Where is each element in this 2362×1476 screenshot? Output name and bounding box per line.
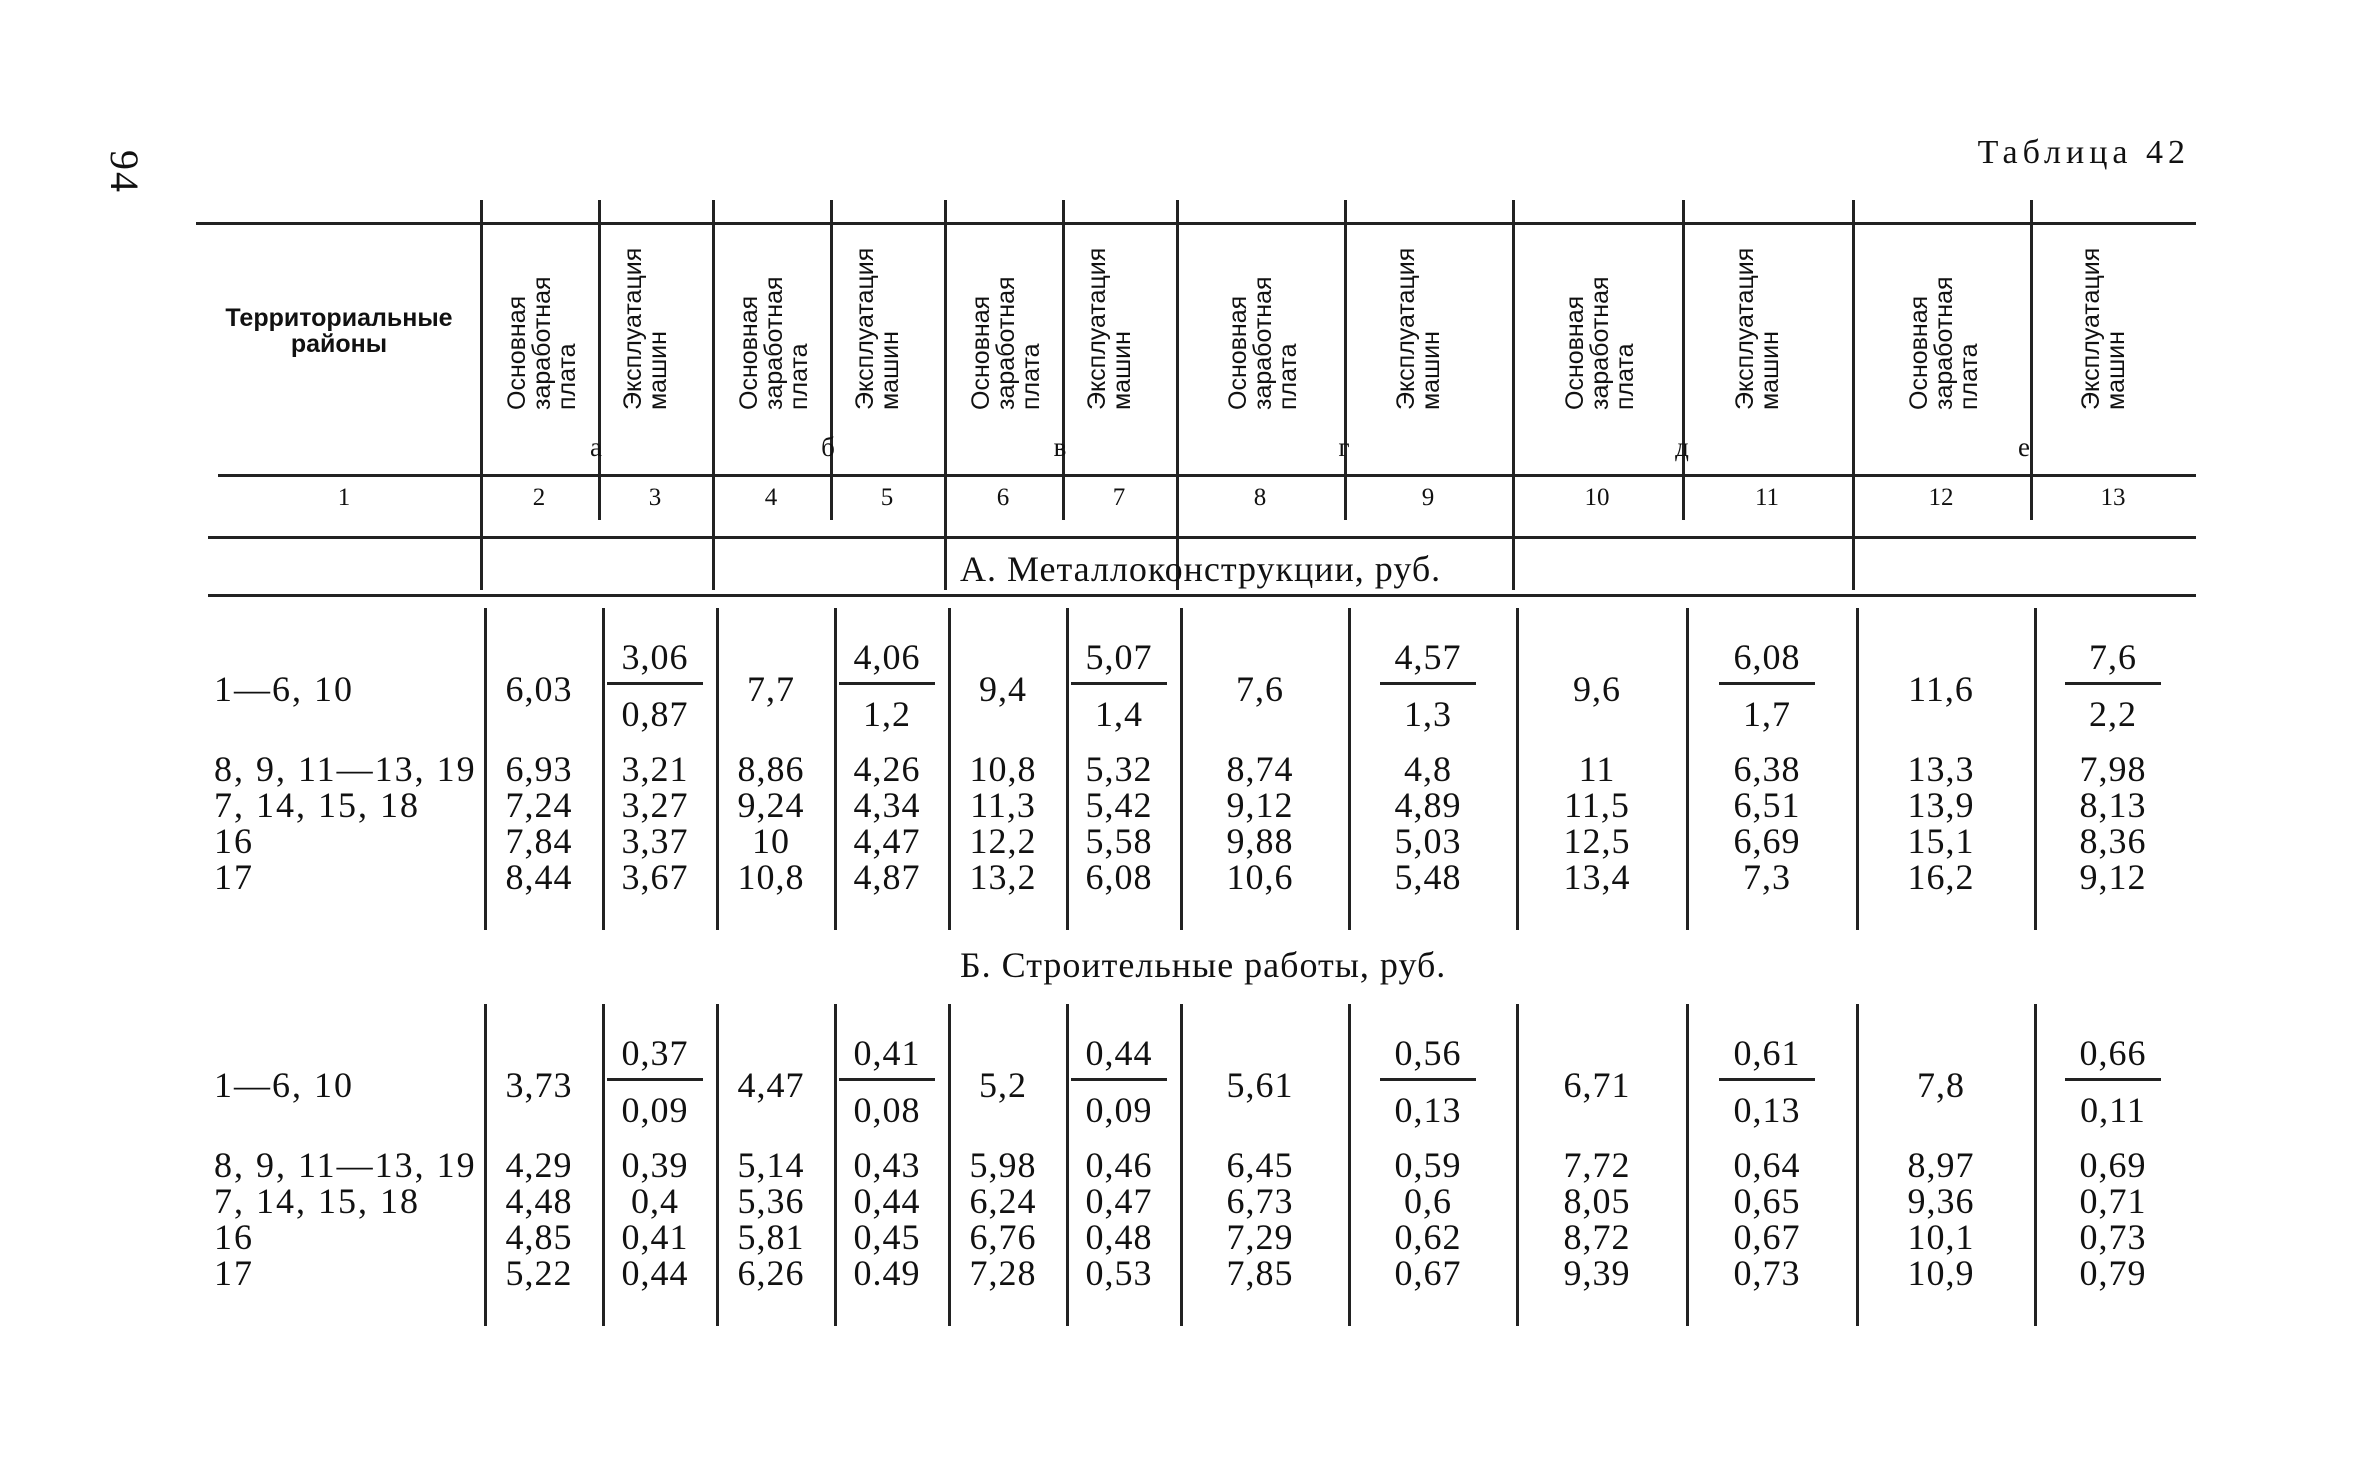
table-cell: 0,73 [2079,1217,2147,1257]
table-cell: 6,03 [505,669,573,709]
table-cell: 7,98 [2079,749,2147,789]
table-cell: 7,8 [1917,1065,1965,1105]
table-cell: 5,2 [979,1065,1027,1105]
fraction-cell [1380,1032,1476,1131]
table-cell: 0,48 [1085,1217,1153,1257]
table-cell: 4,26 [853,749,921,789]
group-letter: б [821,432,835,462]
table-cell: 4,34 [853,785,921,825]
column-label-word: плата [1274,343,1302,410]
fraction-numerator: 0,66 [2065,1032,2161,1081]
table-cell: 7,7 [747,669,795,709]
table-cell: 6,38 [1733,749,1801,789]
column-divider [1682,200,1685,520]
fraction-denominator: 0,13 [1394,1090,1462,1130]
table-cell: 5,81 [737,1217,805,1257]
table-cell: 0,73 [1733,1253,1801,1293]
table-cell: 0,4 [631,1181,679,1221]
column-label [853,248,903,410]
table-cell: 4,87 [853,857,921,897]
fraction-denominator: 0,08 [853,1090,921,1130]
table-cell: 0,69 [2079,1145,2147,1185]
table-cell: 5,58 [1085,821,1153,861]
table-cell: 9,12 [1226,785,1294,825]
table-title: Таблица 42 [1977,134,2190,171]
table-cell: 9,39 [1563,1253,1631,1293]
group-letter: д [1675,432,1689,462]
group-letter: г [1338,432,1350,462]
fraction-numerator: 0,61 [1719,1032,1815,1081]
column-label-word: заработная [528,276,556,410]
table-cell: 0,71 [2079,1181,2147,1221]
column-number: 4 [764,484,778,511]
rule-line [208,594,2196,597]
column-number: 3 [648,484,662,511]
column-label [1394,248,1444,410]
fraction-denominator: 0,09 [621,1090,689,1130]
column-label-word: Эксплуатация [619,247,647,410]
table-cell: 10 [752,821,790,861]
table-cell: 3,21 [621,749,689,789]
table-cell: 0,62 [1394,1217,1462,1257]
column-label-word: машин [1417,331,1445,410]
table-cell: 0,65 [1733,1181,1801,1221]
table-cell: 10,8 [737,857,805,897]
table-cell: 4,89 [1394,785,1462,825]
table-cell: 4,29 [505,1145,573,1185]
column-label-word: плата [1017,343,1045,410]
column-label-word: машин [2102,331,2130,410]
row-label: 7, 14, 15, 18 [214,1181,420,1221]
table-cell: 0,44 [621,1253,689,1293]
table-cell: 6,51 [1733,785,1801,825]
table-cell: 9,24 [737,785,805,825]
table-cell: 5,48 [1394,857,1462,897]
table-cell: 0,43 [853,1145,921,1185]
table-cell: 3,37 [621,821,689,861]
table-cell: 4,47 [737,1065,805,1105]
column-divider [830,200,833,520]
fraction-denominator: 1,2 [863,694,911,734]
table-cell: 10,1 [1907,1217,1975,1257]
fraction-denominator: 0,13 [1733,1090,1801,1130]
column-number: 6 [996,484,1010,511]
table-cell: 3,73 [505,1065,573,1105]
column-divider [598,200,601,520]
column-divider [712,200,715,590]
table-cell: 13,3 [1907,749,1975,789]
table-cell: 3,27 [621,785,689,825]
row-label: 17 [214,857,254,897]
fraction-cell [1380,636,1476,735]
row-label: 1—6, 10 [214,669,354,709]
column-divider [1512,200,1515,590]
fraction-denominator: 2,2 [2089,694,2137,734]
fraction-denominator: 0,09 [1085,1090,1153,1130]
section-title: Б. Строительные работы, руб. [960,945,1447,985]
table-cell: 4,48 [505,1181,573,1221]
fraction-cell [2065,636,2161,735]
table-cell: 7,84 [505,821,573,861]
rule-line [196,222,2196,225]
table-cell: 9,12 [2079,857,2147,897]
table-cell: 0,41 [621,1217,689,1257]
column-label-word: машин [644,331,672,410]
fraction-cell [1071,1032,1167,1131]
fraction-cell [839,1032,935,1131]
fraction-numerator: 0,37 [607,1032,703,1081]
row-label: 16 [214,821,254,861]
column-number: 1 [337,484,351,511]
column-label [1907,276,1982,410]
table-cell: 8,05 [1563,1181,1631,1221]
column-divider [480,200,483,590]
table-cell: 12,5 [1563,821,1631,861]
table-cell: 0,6 [1404,1181,1452,1221]
table-cell: 5,36 [737,1181,805,1221]
column-label [737,276,812,410]
table-cell: 8,13 [2079,785,2147,825]
table-cell: 13,4 [1563,857,1631,897]
table-cell: 9,6 [1573,669,1621,709]
column-label-word: Эксплуатация [1731,247,1759,410]
table-cell: 7,85 [1226,1253,1294,1293]
table-cell: 8,72 [1563,1217,1631,1257]
column-label-word: заработная [1930,276,1958,410]
table-cell: 0,45 [853,1217,921,1257]
table-cell: 0,53 [1085,1253,1153,1293]
table-cell: 5,14 [737,1145,805,1185]
table-cell: 0,79 [2079,1253,2147,1293]
column-label [1226,276,1301,410]
fraction-cell [1071,636,1167,735]
table-cell: 9,36 [1907,1181,1975,1221]
table-cell: 10,8 [969,749,1037,789]
column-label [969,276,1044,410]
column-label-word: Эксплуатация [851,247,879,410]
column-label-word: заработная [1249,276,1277,410]
table-cell: 11 [1578,749,1616,789]
column-label-word: плата [553,343,581,410]
column-divider [944,200,947,590]
rule-line [218,474,2196,477]
rule-line [208,536,2196,539]
column-label-word: плата [1611,343,1639,410]
column-label [505,276,580,410]
fraction-cell [607,1032,703,1131]
table-cell: 4,85 [505,1217,573,1257]
row-label: 8, 9, 11—13, 19 [214,1145,477,1185]
column-label-word: заработная [760,276,788,410]
fraction-numerator: 3,06 [607,636,703,685]
column-label-word: плата [1955,343,1983,410]
table-cell: 6,71 [1563,1065,1631,1105]
fraction-numerator: 0,44 [1071,1032,1167,1081]
table-cell: 7,24 [505,785,573,825]
column-divider [1344,200,1347,520]
group-letter: а [590,432,602,462]
column-label-word: заработная [992,276,1020,410]
fraction-denominator: 0,87 [621,694,689,734]
group-letter: в [1053,432,1067,462]
table-cell: 8,97 [1907,1145,1975,1185]
fraction-numerator: 7,6 [2065,636,2161,685]
fraction-cell [839,636,935,735]
table-cell: 6,93 [505,749,573,789]
fraction-denominator: 1,4 [1095,694,1143,734]
column-label-word: Эксплуатация [1083,247,1111,410]
fraction-numerator: 4,06 [839,636,935,685]
column-label-word: машин [1756,331,1784,410]
column-label-word: машин [1108,331,1136,410]
table-cell: 5,03 [1394,821,1462,861]
table-cell: 13,9 [1907,785,1975,825]
table-cell: 6,69 [1733,821,1801,861]
column-number: 2 [532,484,546,511]
table-cell: 6,26 [737,1253,805,1293]
table-cell: 5,22 [505,1253,573,1293]
column-label-word: машин [876,331,904,410]
column-label-word: Основная [503,295,531,410]
table-cell: 5,42 [1085,785,1153,825]
table-cell: 7,72 [1563,1145,1631,1185]
column-divider [2030,200,2033,520]
column-number: 13 [2100,484,2126,511]
table-cell: 6,76 [969,1217,1037,1257]
table-cell: 12,2 [969,821,1037,861]
table-cell: 4,47 [853,821,921,861]
table-cell: 0,67 [1394,1253,1462,1293]
table-cell: 11,3 [970,785,1036,825]
column-label-word: Основная [1224,295,1252,410]
table-cell: 8,44 [505,857,573,897]
region-header: Территориальные районы [225,304,453,359]
column-number: 9 [1421,484,1435,511]
column-number: 12 [1928,484,1954,511]
column-label-word: Основная [735,295,763,410]
page-number: 94 [102,150,147,194]
column-label-word: Эксплуатация [2077,247,2105,410]
fraction-cell [1719,1032,1815,1131]
column-label-word: Эксплуатация [1392,247,1420,410]
table-cell: 11,5 [1564,785,1630,825]
column-divider [1852,200,1855,590]
row-label: 7, 14, 15, 18 [214,785,420,825]
fraction-numerator: 6,08 [1719,636,1815,685]
column-label [2079,248,2129,410]
table-cell: 0.49 [853,1253,921,1293]
column-label-word: Основная [1561,295,1589,410]
row-label: 17 [214,1253,254,1293]
table-cell: 5,61 [1226,1065,1294,1105]
table-cell: 8,74 [1226,749,1294,789]
table-cell: 9,88 [1226,821,1294,861]
table-cell: 7,29 [1226,1217,1294,1257]
table-cell: 0,67 [1733,1217,1801,1257]
section-title: А. Металлоконструкции, руб. [960,549,1442,589]
table-cell: 9,4 [979,669,1027,709]
table-cell: 16,2 [1907,857,1975,897]
table-cell: 7,6 [1236,669,1284,709]
column-number: 7 [1112,484,1126,511]
table-cell: 6,24 [969,1181,1037,1221]
column-number: 5 [880,484,894,511]
fraction-denominator: 1,3 [1404,694,1452,734]
table-cell: 5,98 [969,1145,1037,1185]
fraction-denominator: 0,11 [2080,1090,2146,1130]
table-cell: 4,8 [1404,749,1452,789]
column-number: 10 [1584,484,1610,511]
column-label [1085,248,1135,410]
fraction-numerator: 0,41 [839,1032,935,1081]
table-cell: 7,3 [1743,857,1791,897]
table-cell: 0,44 [853,1181,921,1221]
column-label [1563,276,1638,410]
column-label [621,248,671,410]
column-label-word: Основная [1905,295,1933,410]
table-cell: 7,28 [969,1253,1037,1293]
fraction-numerator: 4,57 [1380,636,1476,685]
column-label-word: заработная [1586,276,1614,410]
column-label [1733,248,1783,410]
column-label-word: плата [785,343,813,410]
row-label: 16 [214,1217,254,1257]
table-cell: 6,45 [1226,1145,1294,1185]
table-cell: 10,9 [1907,1253,1975,1293]
table-cell: 15,1 [1907,821,1975,861]
column-divider [1176,200,1179,590]
column-divider [1062,200,1065,520]
table-cell: 0,64 [1733,1145,1801,1185]
fraction-cell [2065,1032,2161,1131]
fraction-cell [607,636,703,735]
table-cell: 8,36 [2079,821,2147,861]
table-cell: 0,39 [621,1145,689,1185]
table-cell: 6,08 [1085,857,1153,897]
fraction-denominator: 1,7 [1743,694,1791,734]
table-cell: 0,47 [1085,1181,1153,1221]
table-cell: 13,2 [969,857,1037,897]
group-letter: е [2018,432,2030,462]
row-label: 1—6, 10 [214,1065,354,1105]
table-cell: 11,6 [1908,669,1974,709]
column-number: 8 [1253,484,1267,511]
row-label: 8, 9, 11—13, 19 [214,749,477,789]
column-number: 11 [1754,484,1780,511]
table-cell: 0,59 [1394,1145,1462,1185]
table-cell: 0,46 [1085,1145,1153,1185]
table-cell: 6,73 [1226,1181,1294,1221]
fraction-numerator: 0,56 [1380,1032,1476,1081]
table-cell: 8,86 [737,749,805,789]
table-cell: 5,32 [1085,749,1153,789]
table-cell: 10,6 [1226,857,1294,897]
table-cell: 3,67 [621,857,689,897]
column-label-word: Основная [967,295,995,410]
fraction-cell [1719,636,1815,735]
fraction-numerator: 5,07 [1071,636,1167,685]
